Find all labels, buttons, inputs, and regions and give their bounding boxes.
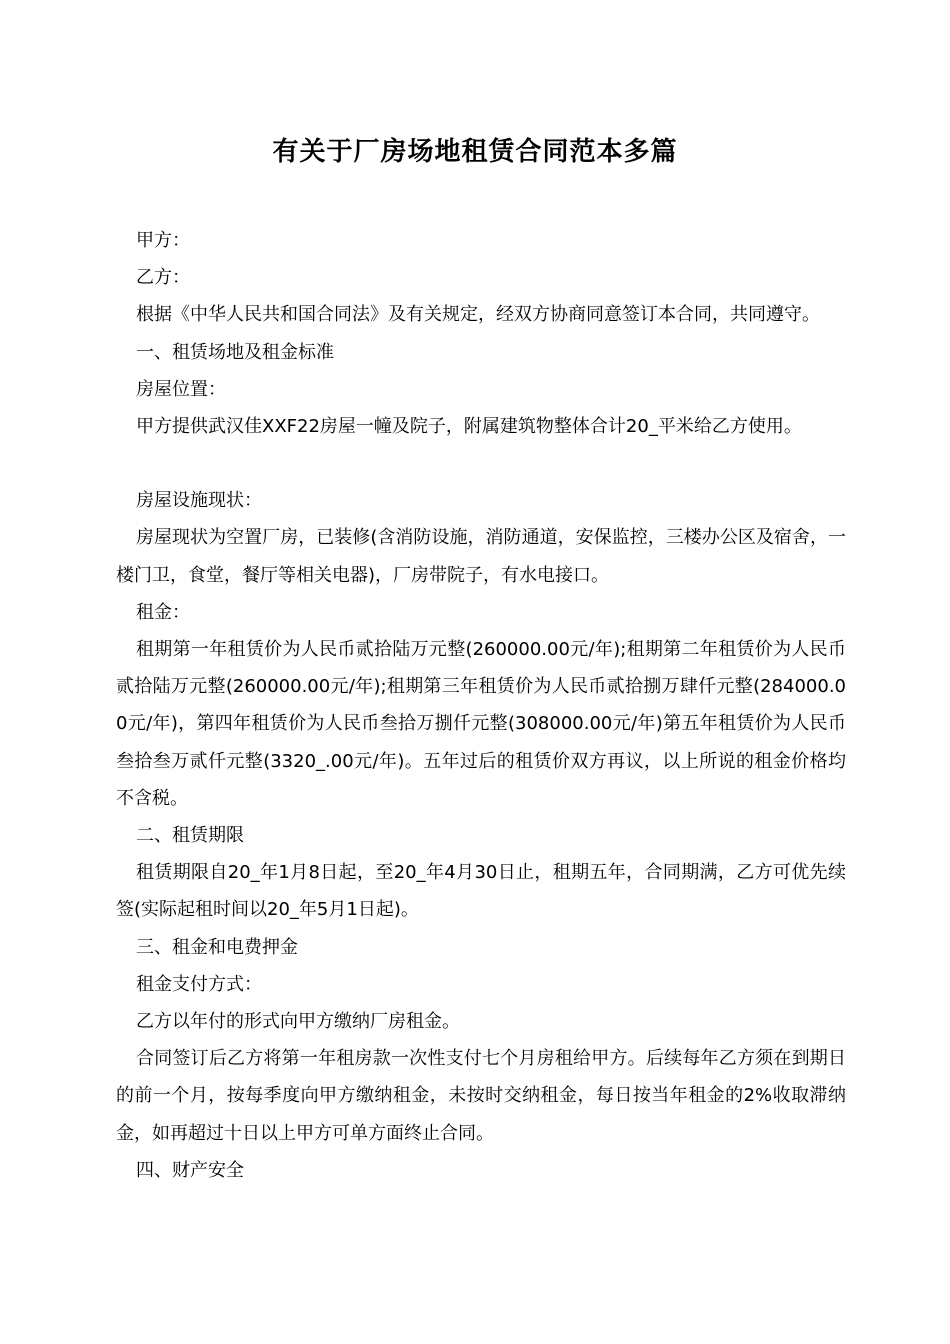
- label-payment-method: 租金支付方式：: [136, 973, 262, 995]
- preamble-paragraph: 根据《中华人民共和国合同法》及有关规定，经双方协商同意签订本合同，共同遵守。: [136, 304, 820, 326]
- label-house-location: 房屋位置：: [136, 378, 226, 400]
- section-heading-4: 四、财产安全: [136, 1159, 244, 1181]
- label-house-facilities: 房屋设施现状：: [136, 490, 262, 512]
- party-a-line: 甲方：: [136, 230, 190, 251]
- payment-terms-paragraph: 合同签订后乙方将第一年租房款一次性支付七个月房租给甲方。后续每年乙方须在到期日的前一个月，按每季度向甲方缴纳租金，未按时交纳租金，每日按当年租金的2%收取滞纳金，如再超过十日以上甲方可单方面终止合同。: [116, 1048, 846, 1144]
- section-heading-1: 一、租赁场地及租金标准: [136, 341, 334, 363]
- document-body: [116, 222, 846, 1189]
- party-b-line: 乙方：: [136, 267, 190, 289]
- document-title: 有关于厂房场地租赁合同范本多篇: [272, 137, 678, 167]
- section-heading-2: 二、租赁期限: [136, 825, 244, 847]
- lease-term-paragraph: 租赁期限自20_年1月8日起，至20_年4月30日止，租期五年，合同期满，乙方可优先续签(实际起租时间以20_年5月1日起)。: [116, 862, 846, 921]
- house-location-paragraph: 甲方提供武汉佳XXF22房屋一幢及院子，附属建筑物整体合计20_平米给乙方使用。: [136, 416, 802, 438]
- section-heading-3: 三、租金和电费押金: [136, 936, 298, 958]
- rent-paragraph: 租期第一年租赁价为人民币贰拾陆万元整(260000.00元/年);租期第二年租赁价为人民币贰拾陆万元整(260000.00元/年);租期第三年租赁价为人民币贰拾捌万肆仟元整(284000.00元/年)，第四年租赁价为人民币叁拾万捌仟元整(308000.00元/年)第五年租赁价为人民币叁拾叁万贰仟元整(3320_.00元/年)。五年过后的租赁价双方再议，以上所说的租金价格均不含税。: [116, 639, 846, 809]
- house-facilities-paragraph: 房屋现状为空置厂房，已装修(含消防设施，消防通道，安保监控，三楼办公区及宿舍，一楼门卫，食堂，餐厅等相关电器)，厂房带院子，有水电接口。: [116, 527, 846, 586]
- payment-method-paragraph: 乙方以年付的形式向甲方缴纳厂房租金。: [136, 1011, 460, 1033]
- label-rent: 租金：: [136, 601, 190, 623]
